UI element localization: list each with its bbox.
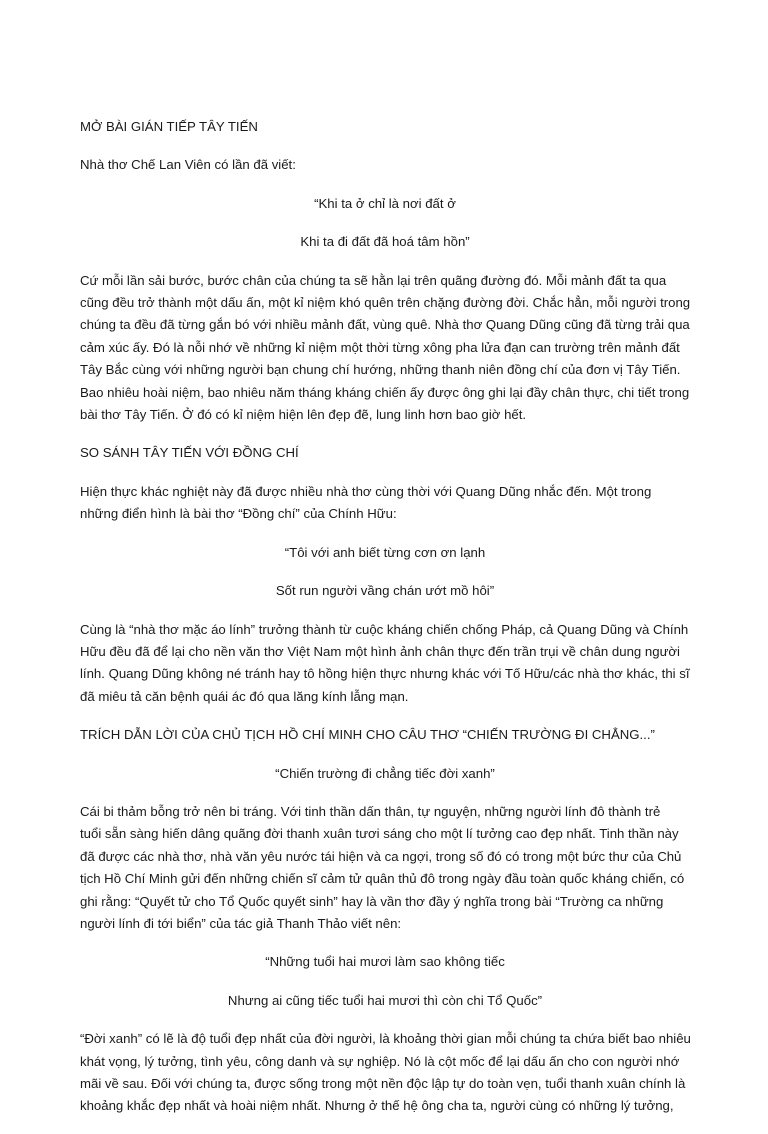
text-line: đã được các nhà thơ, nhà văn yêu nước tái hiện và ca ngợi, trong số đó có trong một bức thư của Chủ — [80, 848, 682, 864]
quote-line: Khi ta đi đất đã hoá tâm hồn” — [300, 234, 470, 250]
paragraph-intro — [80, 270, 690, 427]
text-line: chúng ta đều đã từng gắn bó với nhiều mảnh đất, vùng quê. Nhà thơ Quang Dũng cũng đã từng trải qua — [80, 317, 690, 333]
quote-dong-chi — [80, 542, 690, 603]
paragraph-doi-xanh — [80, 1028, 690, 1118]
paragraph-bi-trang — [80, 801, 690, 935]
text-line: mãi về sau. Đối với chúng ta, được sống trong một nền độc lập tự do toàn vẹn, tuổi thanh xuân chính là — [80, 1076, 686, 1091]
document-page — [80, 116, 690, 1134]
text-line: lính. Quang Dũng không né tránh hay tô hồng hiện thực nhưng khác với Tố Hữu/các nhà thơ khác, thi sĩ — [80, 666, 690, 682]
quote-line: “Chiến trường đi chẳng tiếc đời xanh” — [275, 765, 495, 781]
quote-chien-truong — [80, 763, 690, 785]
paragraph-nha-tho-mac-ao-linh — [80, 619, 690, 709]
text-line: cũng đều trở thành một dấu ấn, một kỉ niệm khó quên trên chặng đường đời. Chắc hẳn, mỗi người trong — [80, 295, 691, 311]
quote-che-lan-vien — [80, 193, 690, 254]
heading-trich-dan: TRÍCH DẪN LỜI CỦA CHỦ TỊCH HỒ CHÍ MINH CHO CÂU THƠ “CHIẾN TRƯỜNG ĐI CHẲNG...” — [80, 727, 655, 743]
paragraph-so-sanh — [80, 481, 690, 526]
text-line: Cùng là “nhà thơ mặc áo lính” trưởng thành từ cuộc kháng chiến chống Pháp, cả Quang Dũng và Chính — [80, 621, 689, 637]
text-line: những điển hình là bài thơ “Đồng chí” của Chính Hữu: — [80, 506, 397, 522]
text-line: Bao nhiêu hoài niệm, bao nhiêu năm tháng kháng chiến ấy được ông ghi lại đầy chân thực, chi tiết trong — [80, 384, 690, 400]
text-line: Tây Bắc cùng với những người bạn chung chí hướng, những thanh niên đồng chí của đơn vị Tây Tiến. — [80, 362, 681, 378]
text-line: Cái bi thảm bỗng trở nên bi tráng. Với tinh thần dấn thân, tự nguyện, những người lính đô thành trẻ — [80, 803, 661, 819]
quote-line: “Những tuổi hai mươi làm sao không tiếc — [265, 954, 505, 970]
text-line: đã miêu tả căn bệnh quái ác đó qua lăng kính lẫng mạn. — [80, 688, 409, 704]
text-line: tuổi sẵn sàng hiến dâng quãng đời thanh xuân tươi sáng cho một lí tưởng cao đẹp nhất. Tinh thần này — [80, 826, 679, 842]
quote-line: Nhưng ai cũng tiếc tuổi hai mươi thì còn chi Tổ Quốc” — [227, 992, 543, 1008]
heading-mo-bai: MỞ BÀI GIÁN TIẾP TÂY TIẾN — [80, 119, 258, 134]
text-line: tịch Hồ Chí Minh gửi đến những chiến sĩ cảm tử quân thủ đô trong ngày đầu toàn quốc kháng chiến, có — [80, 871, 685, 887]
quote-line: “Tôi với anh biết từng cơn ơn lạnh — [284, 544, 486, 560]
text-line: cảm xúc ấy. Đó là nỗi nhớ về những kỉ niệm một thời từng xông pha lửa đạn can trường trên mảnh đất — [80, 339, 680, 355]
text-line: Hữu đều đã để lại cho nền văn thơ Việt Nam một hình ảnh chân thực đến trần trụi về chân dung người — [80, 643, 680, 659]
text-line: bài thơ Tây Tiến. Ở đó có kỉ niệm hiện lên đẹp đẽ, lung linh hơn bao giờ hết. — [80, 407, 527, 423]
text-line: khát vọng, lý tưởng, tình yêu, công danh và sự nghiệp. Nó là cột mốc để lại dấu ấn cho con người nhớ — [80, 1053, 680, 1069]
text-line: “Đời xanh” có lẽ là độ tuổi đẹp nhất của đời người, là khoảng thời gian mỗi chúng ta chứa biết bao nhiêu — [80, 1031, 691, 1047]
text-line: khoảng khắc đẹp nhất và hoài niệm nhất. Nhưng ở thế hệ ông cha ta, người cùng có những lý tưởng, — [80, 1098, 674, 1114]
text-line: ghi rằng: “Quyết tử cho Tổ Quốc quyết sinh” hay là vần thơ đầy ý nghĩa trong bài “Trường ca những — [80, 893, 664, 909]
quote-line: Sốt run người vầng chán ướt mồ hôi” — [275, 583, 495, 599]
quote-line: “Khi ta ở chỉ là nơi đất ở — [314, 195, 456, 211]
text-line: Hiện thực khác nghiệt này đã được nhiều nhà thơ cùng thời với Quang Dũng nhắc đến. Một trong — [80, 483, 652, 499]
text-line: Cứ mỗi lần sải bước, bước chân của chúng ta sẽ hằn lại trên quãng đường đó. Mỗi mảnh đất ta qua — [80, 272, 667, 288]
quote-thanh-thao — [80, 951, 690, 1012]
text-line: người lính đi tới biển” của tác giả Thanh Thảo viết nên: — [80, 915, 402, 931]
heading-so-sanh: SO SÁNH TÂY TIẾN VỚI ĐỒNG CHÍ — [80, 445, 299, 461]
intro-line: Nhà thơ Chế Lan Viên có lần đã viết: — [80, 157, 296, 173]
